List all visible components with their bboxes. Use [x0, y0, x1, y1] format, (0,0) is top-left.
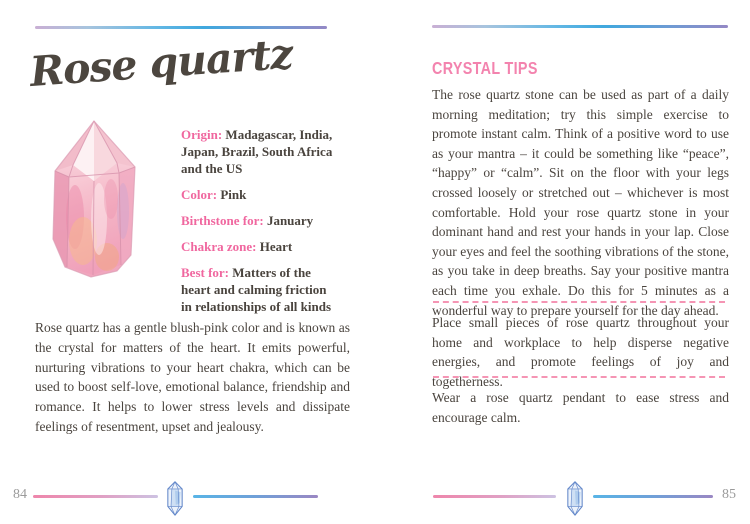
- page-title: Rose quartz: [28, 29, 294, 96]
- dashed-separator: [433, 376, 725, 378]
- footer-rule-blue: [593, 495, 713, 498]
- rose-quartz-illustration: [49, 119, 139, 289]
- property-value: January: [266, 213, 314, 228]
- tip-paragraph: Place small pieces of rose quartz throughout your home and workplace to help disperse negative energies, and promote feelings of joy and togetherness.: [432, 315, 729, 389]
- crystal-tips-heading: CRYSTAL TIPS: [432, 58, 538, 78]
- property-color: [181, 186, 339, 203]
- footer-rule-blue: [193, 495, 318, 498]
- crystal-icon: [562, 481, 588, 516]
- footer-rule-pink: [33, 495, 158, 498]
- property-value: Pink: [220, 187, 247, 202]
- crystal-icon: [162, 481, 188, 516]
- property-origin: [181, 126, 339, 177]
- property-value: Matters of the heart and calming friction in relationships of all kinds: [181, 265, 332, 314]
- property-birthstone: [181, 212, 339, 229]
- page-right: [375, 0, 750, 524]
- dashed-separator: [433, 301, 725, 303]
- gradient-rule-top: [432, 25, 728, 28]
- property-chakra: [181, 238, 339, 255]
- page-number-right: 85: [722, 487, 736, 502]
- footer-rule-pink: [433, 495, 556, 498]
- property-label: Chakra zone:: [181, 239, 257, 254]
- tip-paragraph: The rose quartz stone can be used as part of a daily morning meditation; try this simple exercise to promote instant calm. Think of a positive word to use as your mantra – it could be something like “peace”, “happy” or “calm”. Sit on the floor with your legs crossed loosely or stretched out – whichever is most comfortable. Hold your rose quartz stone in your dominant hand and rest your hands in your lap. Close your eyes and feel the soothing vibrations of the stone, as you take in deep breaths. Say your positive mantra each time you exhale. Do this for 5 minutes as a wonderful way to prepare yourself for the day ahead.: [432, 87, 729, 318]
- property-label: Birthstone for:: [181, 213, 264, 228]
- gradient-rule-top: [35, 26, 327, 29]
- property-best-for: [181, 264, 339, 315]
- property-label: Best for:: [181, 265, 230, 280]
- tip-paragraph: Wear a rose quartz pendant to ease stress and encourage calm.: [432, 390, 729, 425]
- property-value: Madagascar, India, Japan, Brazil, South Africa and the US: [181, 127, 333, 176]
- property-list: [181, 126, 339, 324]
- property-label: Color:: [181, 187, 218, 202]
- intro-paragraph: Rose quartz has a gentle blush-pink color and is known as the crystal for matters of the heart. It emits powerful, nurturing vibrations to your heart chakra, which can be used to boost self-love, emotional balance, friendship and romance. It helps to lower stress levels and dissipate feelings of resentment, upset and jealousy.: [35, 320, 350, 434]
- page-number-left: 84: [13, 487, 27, 502]
- property-value: Heart: [259, 239, 293, 254]
- property-label: Origin:: [181, 127, 223, 142]
